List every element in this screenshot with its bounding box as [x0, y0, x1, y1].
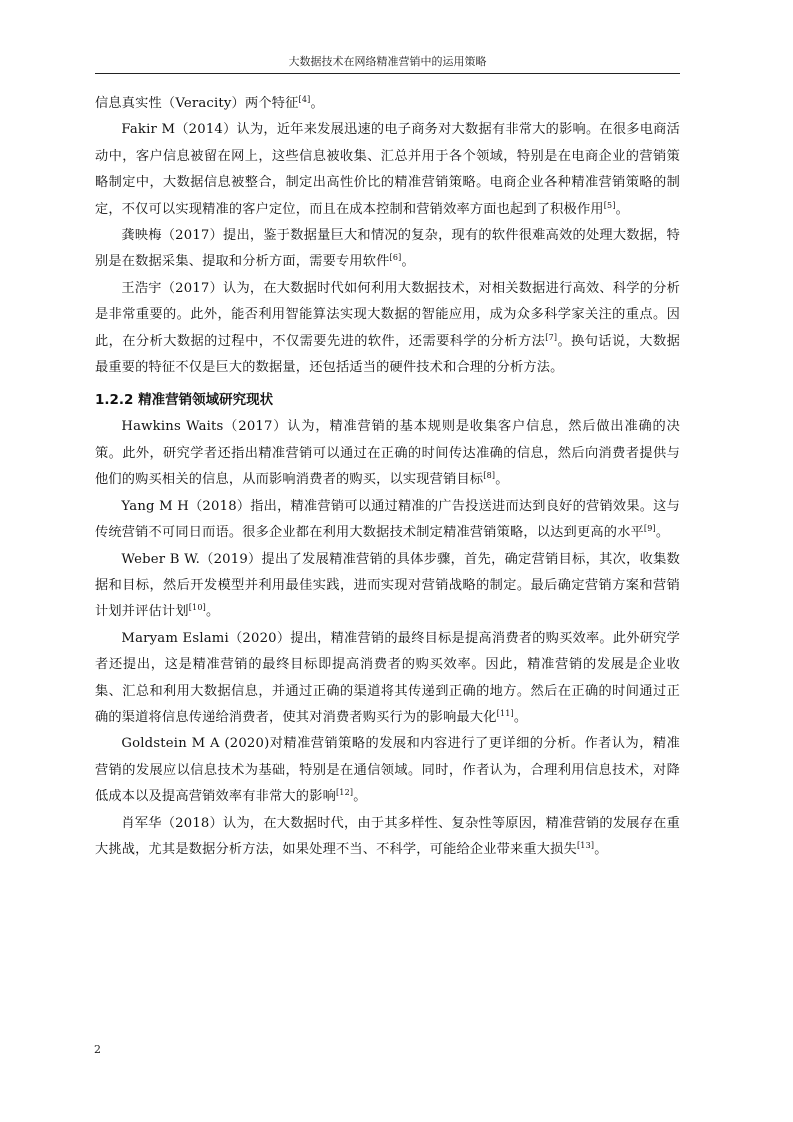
citation-ref: [9]	[643, 524, 656, 534]
paragraph-text: 信息真实性（Veracity）两个特征	[95, 96, 299, 111]
paragraph	[95, 223, 680, 276]
paragraph-tail: 。	[495, 472, 509, 488]
paragraph-tail: 。	[513, 709, 528, 725]
paragraph-text: Maryam Eslami（2020）提出，精准营销的最终目标是提高消费者的购买效率。此外研究学者还提出，这是精准营销的最终目标即提高消费者的购买效率。因此，精准营销的发展是企业收集、汇总和利用大数据信息，并通过正确的渠道将其传递到正确的地方。然后在正确的时间通过正确的渠道将信息传递给消费者，使其对消费者购买行为的影响最大化	[95, 630, 680, 725]
paragraph-text: Yang M H（2018）指出，精准营销可以通过精准的广告投送进而达到良好的营销效果。这与传统营销不可同日而语。很多企业都在利用大数据技术制定精准营销策略，以达到更高的水平	[95, 498, 680, 541]
paragraph-text: Goldstein M A (2020)对精准营销策略的发展和内容进行了更详细的分析。作者认为，精准营销的发展应以信息技术为基础，特别是在通信领域。同时，作者认为，合理利用信息技术，对降低成本以及提高营销效率有非常大的影响	[95, 736, 680, 805]
paragraph-tail: 。	[615, 201, 630, 217]
paragraph-text: Weber B W.（2019）提出了发展精准营销的具体步骤，首先，确定营销目标，其次，收集数据和目标，然后开发模型并利用最佳实践，进而实现对营销战略的制定。最后确定营销方案和营销计划并评估计划	[95, 551, 680, 620]
paragraph	[95, 117, 680, 223]
paragraph-text: 肖军华（2018）认为，在大数据时代，由于其多样性、复杂性等原因，精准营销的发展存在重大挑战，尤其是数据分析方法，如果处理不当、不科学，可能给企业带来重大损失	[95, 815, 680, 857]
paragraph-tail: 。换句话说，大数据最重要的特征不仅是巨大的数据量，还包括适当的硬件技术和合理的分析方法。	[95, 333, 680, 376]
paragraph-text: 王浩宇（2017）认为，在大数据时代如何利用大数据技术，对相关数据进行高效、科学的分析是非常重要的。此外，能否利用智能算法实现大数据的智能应用，成为众多科学家关注的重点。因此，在分析大数据的过程中，不仅需要先进的软件，还需要科学的分析方法	[95, 280, 680, 349]
citation-ref: [5]	[603, 200, 616, 210]
paragraph-tail: 。	[205, 604, 220, 620]
paragraph	[95, 731, 680, 810]
citation-ref: [10]	[188, 603, 206, 613]
paragraph-tail: 。	[353, 789, 367, 805]
page-body	[95, 91, 680, 863]
paragraph	[95, 276, 680, 382]
section-heading: 1.2.2 精准营销领域研究现状	[95, 392, 274, 409]
citation-ref: [11]	[496, 708, 514, 718]
paragraph-text: Fakir M（2014）认为，近年来发展迅速的电子商务对大数据有非常大的影响。在很多电商活动中，客户信息被留在网上，这些信息被收集、汇总并用于各个领域，特别是在电商企业的营销策略制定中，大数据信息被整合，制定出高性价比的精准营销策略。电商企业各种精准营销策略的制定，不仅可以实现精准的客户定位，而且在成本控制和营销效率方面也起到了积极作用	[95, 122, 680, 217]
paragraph	[95, 811, 680, 864]
citation-ref: [12]	[335, 788, 354, 798]
paragraph-tail: 。	[594, 841, 608, 857]
citation-ref: [4]	[298, 95, 311, 104]
paragraph-text: Hawkins Waits（2017）认为，精准营销的基本规则是收集客户信息，然后做出准确的决策。此外，研究学者还指出精准营销可以通过在正确的时间传达准确的信息，然后向消费者提供与他们的购买相关的信息，从而影响消费者的购买，以实现营销目标	[95, 419, 680, 488]
paragraph	[95, 414, 680, 493]
running-header	[95, 51, 680, 74]
paragraph-tail: 。	[655, 525, 670, 541]
paragraph	[95, 494, 680, 547]
citation-ref: [13]	[576, 840, 595, 850]
paragraph-text: 龚映梅（2017）提出，鉴于数据量巨大和情况的复杂，现有的软件很难高效的处理大数据，特别是在数据采集、提取和分析方面，需要专用软件	[95, 228, 680, 270]
paragraph	[95, 91, 680, 117]
running-header-title: 大数据技术在网络精准营销中的运用策略	[288, 55, 487, 68]
citation-ref: [7]	[545, 332, 558, 342]
paragraph-tail: 。	[310, 96, 324, 111]
citation-ref: [6]	[389, 253, 402, 263]
paragraph	[95, 626, 680, 732]
citation-ref: [8]	[483, 471, 496, 481]
page-number: 2	[94, 1043, 101, 1056]
paragraph-tail: 。	[401, 254, 415, 270]
paragraph	[95, 547, 680, 626]
